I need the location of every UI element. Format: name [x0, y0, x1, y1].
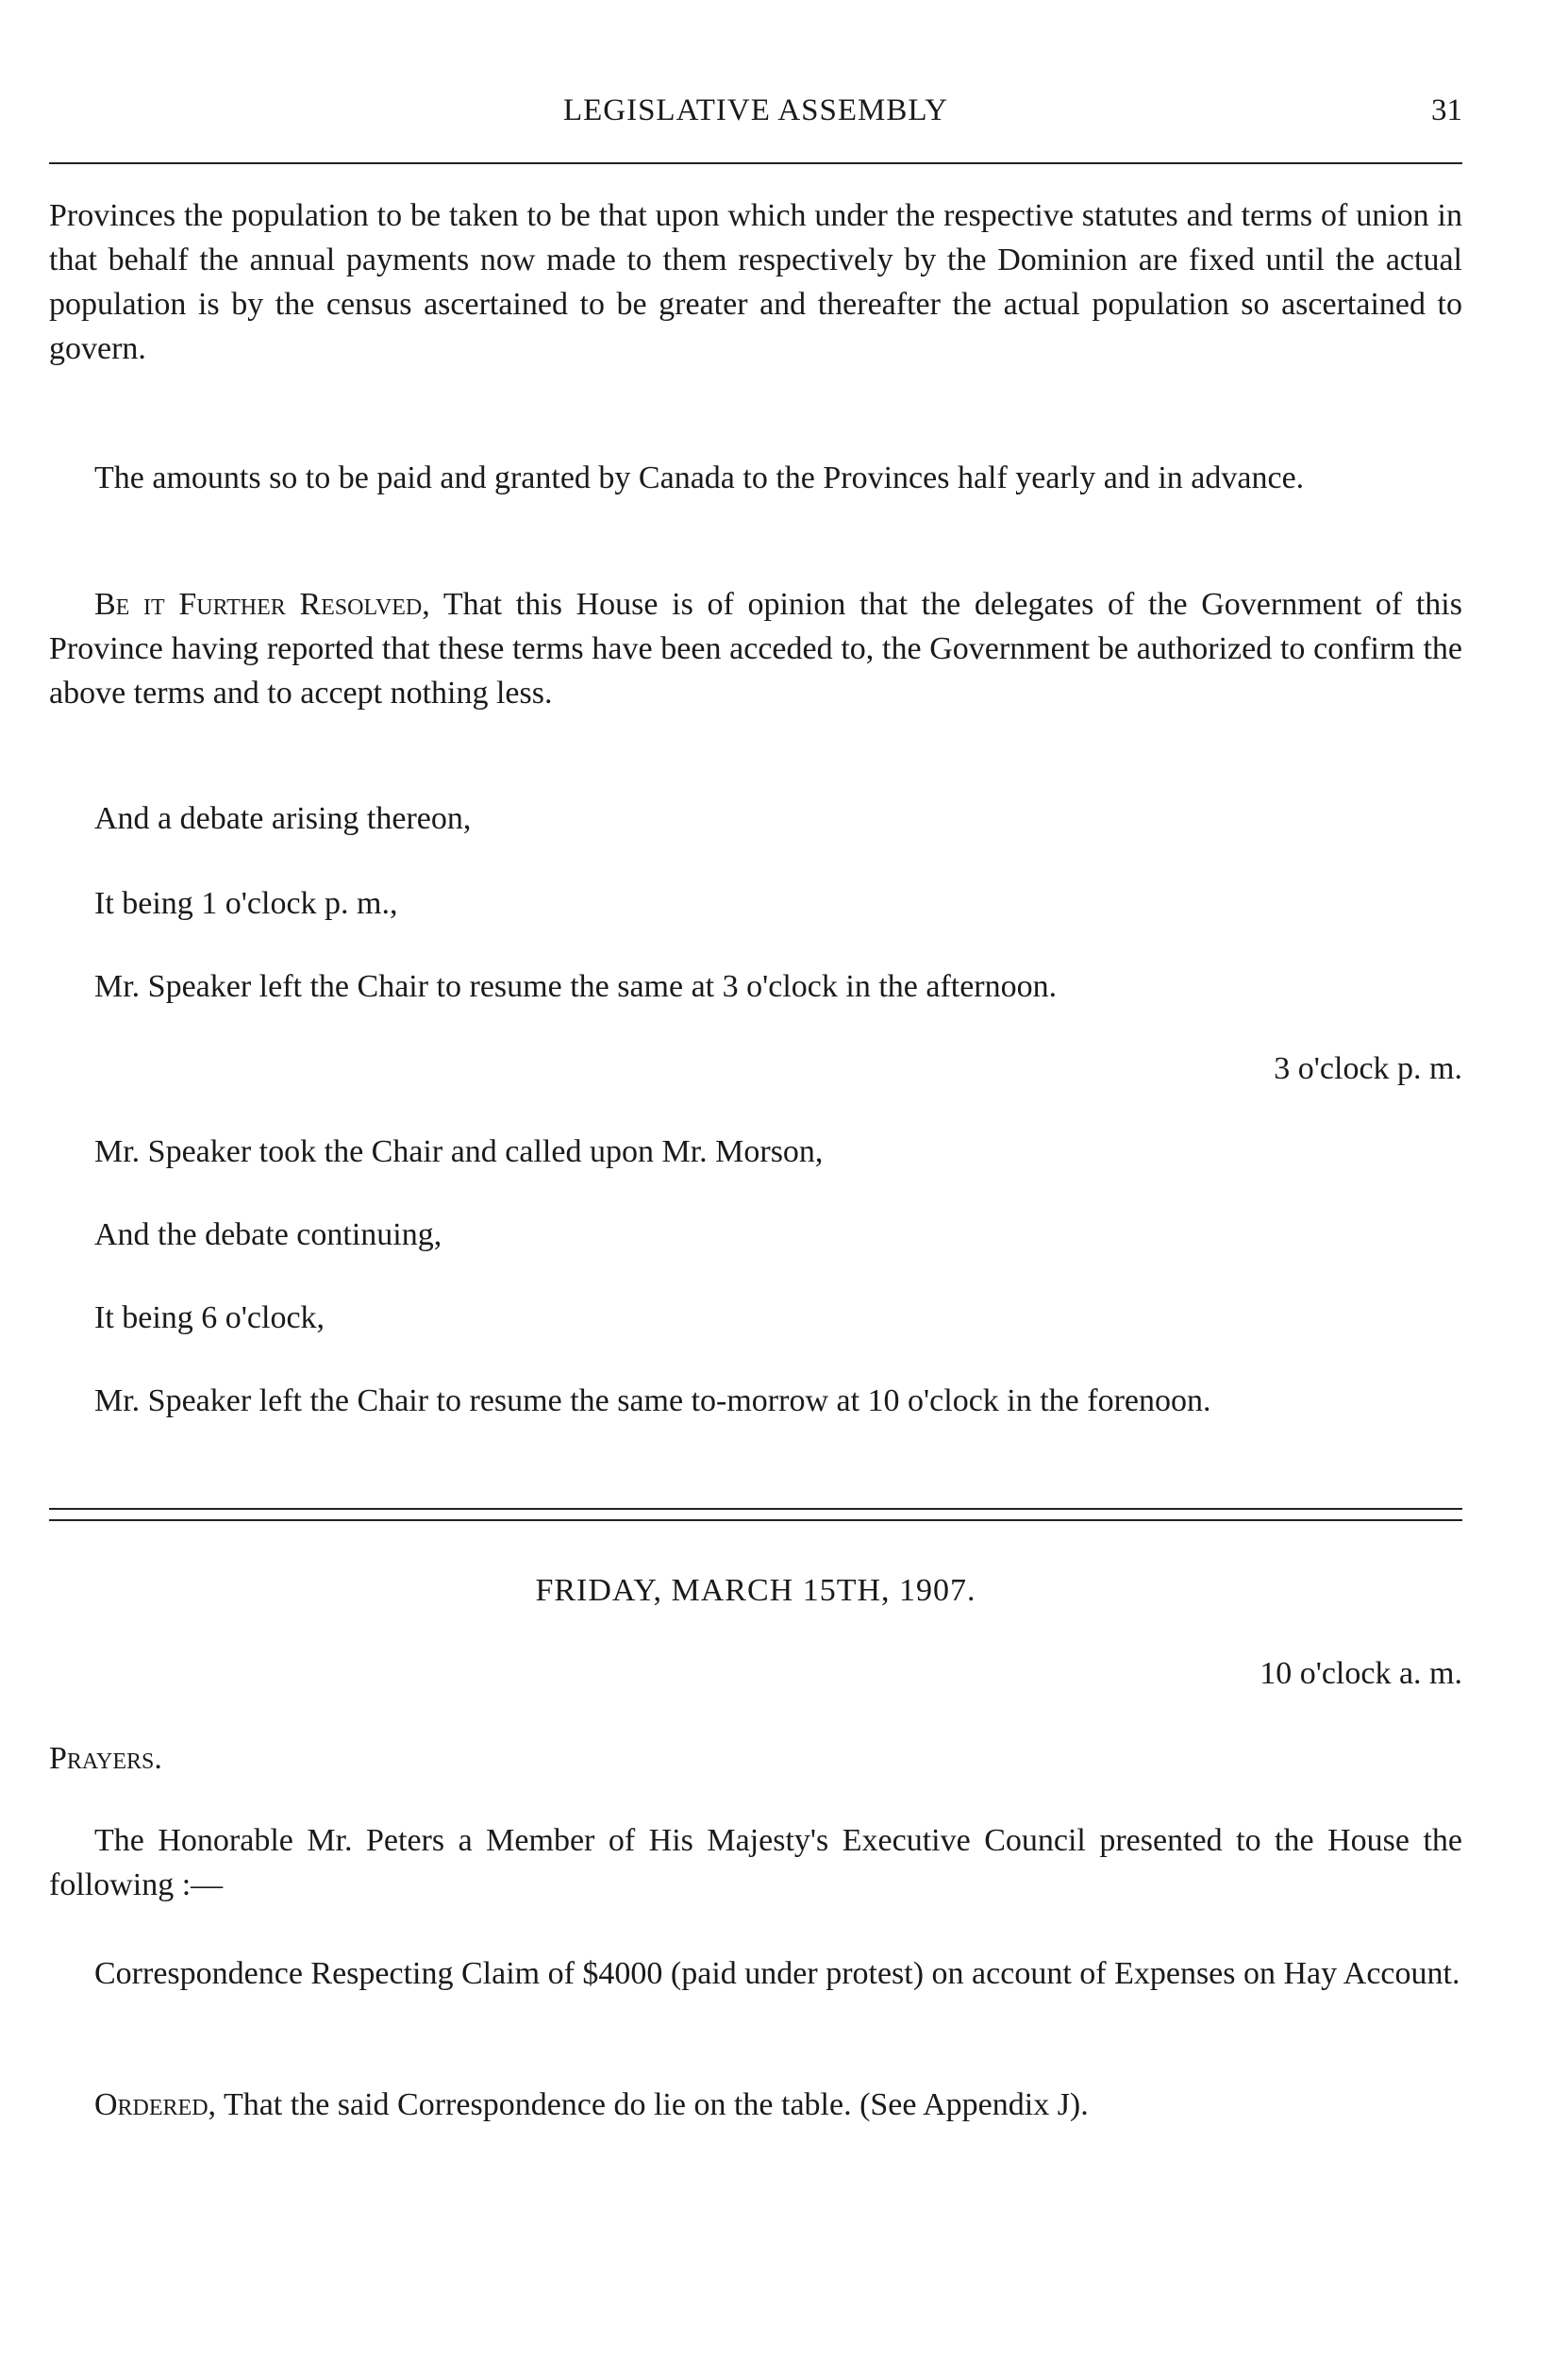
paragraph-debate-arising: And a debate arising thereon,	[94, 801, 472, 836]
header-rule	[49, 162, 1462, 164]
prayers-heading: Prayers.	[49, 1741, 162, 1776]
time-10am: 10 o'clock a. m.	[1259, 1656, 1462, 1691]
resolved-lead: Be it Further Resolved,	[94, 587, 430, 622]
paragraph-amounts-paid: The amounts so to be paid and granted by Canada to the Provinces half yearly and in advance.	[94, 460, 1305, 495]
resolved-text: That this House is of opinion that the delegates of the Government of this Province having reported that these terms have been acceded to, the Government be authorized to confirm the above terms and to accept nothing less.	[49, 587, 1462, 711]
ordered-text: That the said Correspondence do lie on the table. (See Appendix J).	[216, 2087, 1089, 2122]
paragraph-honorable-peters: The Honorable Mr. Peters a Member of His Majesty's Executive Council presented to the House the following :—	[49, 1823, 1462, 1902]
time-3pm: 3 o'clock p. m.	[1274, 1051, 1462, 1086]
section-divider	[49, 1508, 1462, 1521]
date-heading: FRIDAY, MARCH 15TH, 1907.	[535, 1573, 976, 1608]
page-header	[49, 87, 1462, 134]
paragraph-speaker-left-forenoon: Mr. Speaker left the Chair to resume the same to-morrow at 10 o'clock in the forenoon.	[94, 1383, 1211, 1418]
paragraph-provinces-population: Provinces the population to be taken to be that upon which under the respective statutes and terms of union in that behalf the annual payments now made to them respectively by the Dominion are fixed until the actual population is by the census ascertained to be greater and thereafter the actual population so ascertained to govern.	[49, 198, 1462, 366]
paragraph-ordered	[49, 2083, 1462, 2127]
paragraph-be-it-further-resolved	[49, 582, 1462, 715]
paragraph-speaker-left: Mr. Speaker left the Chair to resume the same at 3 o'clock in the afternoon.	[94, 969, 1058, 1004]
paragraph-one-oclock: It being 1 o'clock p. m.,	[94, 886, 398, 921]
paragraph-speaker-took-chair: Mr. Speaker took the Chair and called upon Mr. Morson,	[94, 1134, 824, 1169]
paragraph-debate-continuing: And the debate continuing,	[94, 1217, 442, 1252]
paragraph-correspondence: Correspondence Respecting Claim of $4000 (paid under protest) on account of Expenses on Hay Account.	[94, 1956, 1460, 1991]
running-title: LEGISLATIVE ASSEMBLY	[562, 93, 949, 127]
document-page	[49, 0, 1462, 2360]
paragraph-six-oclock: It being 6 o'clock,	[94, 1300, 325, 1335]
page-number: 31	[1431, 93, 1462, 127]
ordered-lead: Ordered,	[94, 2087, 217, 2122]
